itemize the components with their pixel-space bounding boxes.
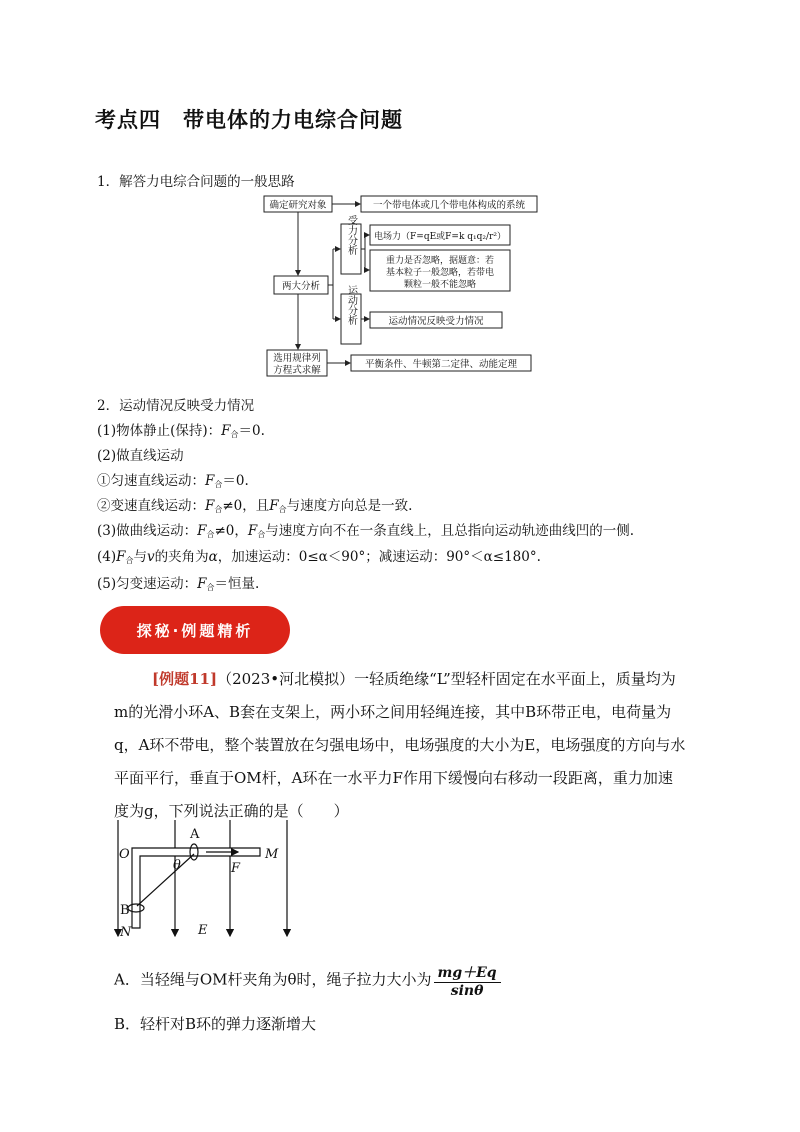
rule-uniform-accel: (5)匀变速运动：$F_合=$恒量. — [97, 576, 260, 592]
label-N: N — [120, 925, 132, 940]
rule-linear: (2)做直线运动 — [97, 448, 184, 464]
label-F: F — [231, 861, 241, 876]
example-tag: [例题11] — [152, 670, 218, 688]
label-O: O — [119, 847, 130, 862]
section2-heading: 2．运动情况反映受力情况 — [97, 398, 255, 414]
object-result-label: 一个带电体或几个带电体构成的系统 — [372, 200, 526, 211]
two-analysis-label: 两大分析 — [281, 281, 321, 292]
section1-heading: 1．解答力电综合问题的一般思路 — [97, 174, 295, 190]
title-part1: 考点四 — [95, 108, 161, 132]
rule-static: (1)物体静止(保持)：$F_合=0$. — [97, 423, 265, 439]
motion-result-label: 运动情况反映受力情况 — [388, 316, 484, 327]
gravity-note-line3: 颗粒一般不能忽略 — [403, 280, 477, 290]
label-A: A — [190, 827, 200, 842]
label-E: E — [198, 923, 208, 938]
rule-variable: ②变速直线运动：$F_合\ne 0$，且$F_合$与速度方向总是一致. — [97, 498, 413, 514]
page-title — [95, 104, 403, 134]
label-theta: θ — [173, 858, 181, 873]
analysis-flowchart — [255, 190, 545, 380]
rule-curve: (3)做曲线运动：$F_合\ne 0$，$F_合$与速度方向不在一条直线上，且总指向运动轨迹曲线凹的一侧. — [97, 523, 635, 539]
example-section-badge: 探秘·例题精析 — [100, 606, 290, 654]
label-B: B — [120, 903, 130, 918]
option-a — [114, 962, 501, 999]
rule-uniform: ①匀速直线运动：$F_合=0$. — [97, 473, 249, 489]
choose-law-line1: 选用规律列 — [273, 353, 321, 364]
laws-label: 平衡条件、牛顿第二定律、动能定理 — [364, 359, 518, 370]
motion-analysis-label: 运动分析 — [345, 285, 357, 325]
example-paragraph — [114, 663, 686, 828]
option-a-text: A．当轻绳与OM杆夹角为θ时，绳子拉力大小为 — [114, 970, 432, 989]
l-rod-figure — [110, 818, 300, 943]
example-text: （2023•河北模拟）一轻质绝缘“L”型轻杆固定在水平面上，质量均为m的光滑小环A、B套在支架上，两小环之间用轻绳连接，其中B环带正电，电荷量为q，A环不带电，整个装置放在匀强电场中，电场强度的大小为E，电场强度的方向与水平面平行，垂直于OM杆，A环在一水平力F作用下缓慢向右移动一段距离，重力加速度为g，下列说法正确的是（ ） — [114, 670, 686, 820]
label-M: M — [265, 847, 279, 862]
option-a-fraction: $\frac{mg+Eq}{\sin\theta}$ — [434, 962, 501, 999]
object-box-label: 确定研究对象 — [269, 200, 327, 211]
electric-force-label: 电场力（F=qE或F=k q₁q₂/r²） — [374, 232, 506, 242]
title-part2: 带电体的力电综合问题 — [183, 108, 403, 132]
force-analysis-label: 受力分析 — [345, 215, 357, 255]
choose-law-line2: 方程式求解 — [273, 365, 321, 376]
gravity-note-line1: 重力是否忽略，据题意：若 — [385, 256, 495, 266]
gravity-note-line2: 基本粒子一般忽略，若带电 — [385, 268, 495, 278]
option-b: B．轻杆对B环的弹力逐渐增大 — [114, 1015, 317, 1033]
rule-angle: $(4)F_合$与v的夹角为α，加速运动：0≤α＜90°；减速运动：90°＜α≤180°. — [97, 549, 541, 565]
